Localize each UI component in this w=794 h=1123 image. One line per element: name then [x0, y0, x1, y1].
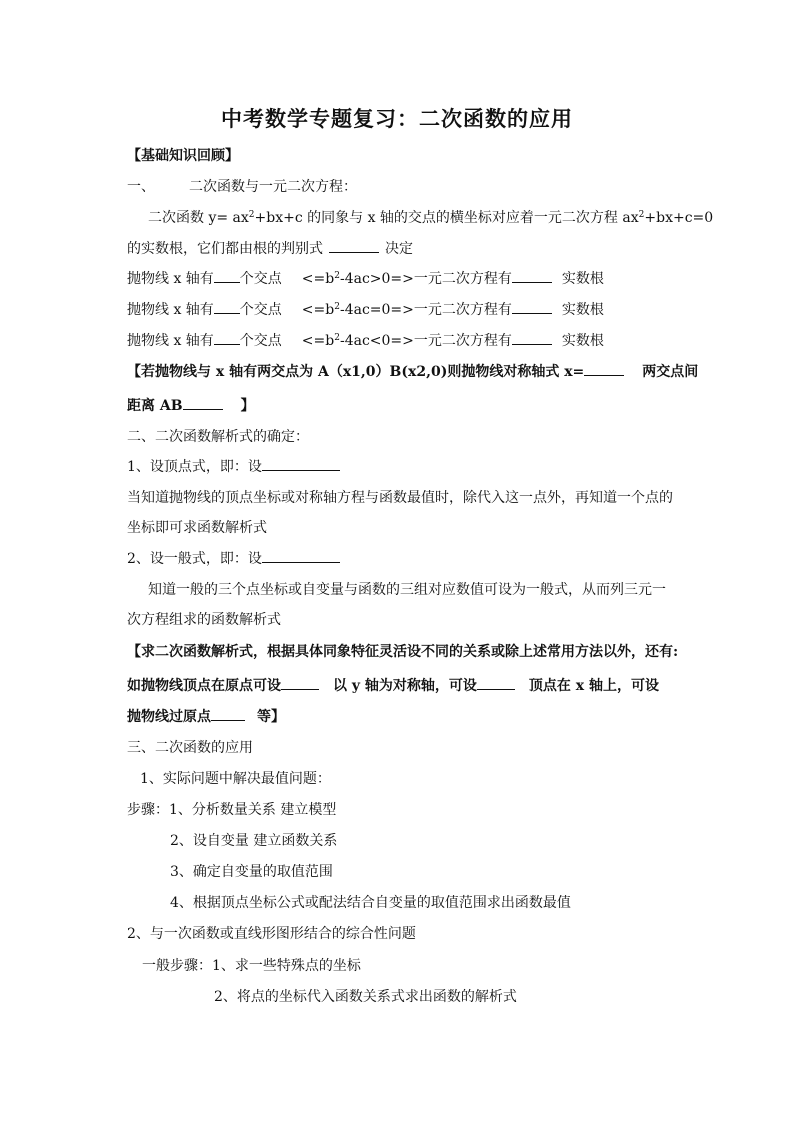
- section-2-item-1-desc-line-2: 坐标即可求函数解析式: [127, 520, 267, 536]
- case-line-1: [127, 269, 604, 289]
- blank-roots[interactable]: [512, 301, 552, 314]
- blank-roots[interactable]: [512, 270, 552, 283]
- case-text-a: 抛物线 x 轴有: [127, 271, 214, 287]
- section-1-note-line-2: [127, 396, 255, 416]
- case-text-d: -4ac<0=>一元二次方程有: [339, 333, 512, 349]
- formula-text-3: +bx+c=0: [644, 210, 714, 226]
- step-line-2: 2、设自变量 建立函数关系: [170, 833, 338, 849]
- note-through-origin: 抛物线过原点: [127, 709, 211, 725]
- general-form-text: 2、设一般式，即：设: [127, 551, 262, 567]
- case-text-a: 抛物线 x 轴有: [127, 333, 214, 349]
- superscript-2: 2: [334, 333, 340, 343]
- general-step-line-2: 2、将点的坐标代入函数关系式求出函数的解析式: [214, 989, 517, 1005]
- note-text-axis: 【若抛物线与 x 轴有两交点为 A（x1,0）B(x2,0)则抛物线对称轴式 x=: [127, 364, 585, 380]
- section-review-header: 【基础知识回顾】: [127, 148, 239, 164]
- blank-vertex-form[interactable]: [262, 458, 340, 471]
- case-text-b: 个交点: [239, 333, 282, 349]
- blank-intersections[interactable]: [214, 301, 240, 314]
- section-2-item-1-desc-line-1: 当知道抛物线的顶点坐标或对称轴方程与函数最值时，除代入这一点外，再知道一个点的: [127, 490, 673, 506]
- step-line-4: 4、根据顶点坐标公式或配法结合自变量的取值范围求出函数最值: [170, 895, 571, 911]
- step-line-3: 3、确定自变量的取值范围: [170, 864, 333, 880]
- section-2-item-2-desc-line-1: 知道一般的三个点坐标或自变量与函数的三组对应数值可设为一般式，从而列三元一: [148, 582, 666, 598]
- section-1-heading-text: 二次函数与一元二次方程：: [189, 179, 357, 195]
- note-vertex-origin: 如抛物线顶点在原点可设: [127, 678, 281, 694]
- note-close-bracket: 】: [240, 398, 255, 414]
- vertex-form-text: 1、设顶点式，即：设: [127, 459, 262, 475]
- note-text-distance: 两交点间: [642, 364, 699, 380]
- case-text-a: 抛物线 x 轴有: [127, 302, 214, 318]
- formula-text-2: +bx+c 的同象与 x 轴的交点的横坐标对应着一元二次方程 ax: [254, 210, 639, 226]
- case-text-c: <=b: [301, 271, 335, 287]
- case-text-b: 个交点: [239, 302, 282, 318]
- blank-intersections[interactable]: [214, 270, 240, 283]
- blank-intersections[interactable]: [214, 332, 240, 345]
- section-3-sub-1: 1、实际问题中解决最值问题：: [140, 771, 331, 787]
- case-text-e: 实数根: [561, 333, 604, 349]
- blank-discriminant[interactable]: [329, 240, 379, 253]
- note-text-ab: 距离 AB: [127, 398, 183, 414]
- superscript-2: 2: [334, 271, 340, 281]
- section-1-paragraph-line-1: [148, 208, 713, 228]
- blank-general-form[interactable]: [262, 550, 340, 563]
- section-1-note-line-1: [127, 362, 698, 382]
- case-text-c: <=b: [301, 333, 335, 349]
- blank-vertex-origin[interactable]: [281, 677, 319, 690]
- superscript-2: 2: [334, 302, 340, 312]
- blank-roots[interactable]: [512, 332, 552, 345]
- section-2-note-line-2: [127, 676, 659, 696]
- section-2-note-line-1: 【求二次函数解析式，根据具体同象特征灵活设不同的关系或除上述常用方法以外，还有:: [127, 644, 679, 660]
- blank-y-axis[interactable]: [477, 677, 515, 690]
- section-1-heading: [127, 177, 357, 197]
- case-line-2: [127, 300, 604, 320]
- page-title: 中考数学专题复习：二次函数的应用: [221, 106, 573, 131]
- superscript-2: 2: [638, 210, 645, 220]
- case-line-3: [127, 331, 604, 351]
- case-text-d: -4ac=0=>一元二次方程有: [339, 302, 512, 318]
- superscript-2: 2: [248, 210, 255, 220]
- section-2-heading: 二、二次函数解析式的确定：: [127, 429, 309, 445]
- section-1-paragraph-line-2: [127, 239, 413, 259]
- note-etc: 等】: [257, 709, 285, 725]
- section-3-sub-2: 2、与一次函数或直线形图形结合的综合性问题: [127, 926, 416, 942]
- formula-text-1: 二次函数 y= ax: [148, 210, 249, 226]
- discriminant-text: 的实数根，它们都由根的判别式: [127, 241, 323, 257]
- case-text-b: 个交点: [239, 271, 282, 287]
- case-text-e: 实数根: [561, 302, 604, 318]
- decide-text: 决定: [385, 241, 413, 257]
- case-text-e: 实数根: [561, 271, 604, 287]
- section-2-item-2-desc-line-2: 次方程组求的函数解析式: [127, 612, 281, 628]
- section-3-heading: 三、二次函数的应用: [127, 740, 253, 756]
- blank-ab[interactable]: [183, 397, 223, 410]
- section-2-item-1: [127, 457, 340, 477]
- section-2-item-2: [127, 549, 340, 569]
- section-2-note-line-3: [127, 707, 285, 727]
- blank-axis[interactable]: [584, 363, 624, 376]
- case-text-c: <=b: [301, 302, 335, 318]
- note-vertex-x-axis: 顶点在 x 轴上，可设: [528, 678, 659, 694]
- general-step-line-1: 一般步骤：1、求一些特殊点的坐标: [142, 958, 361, 974]
- step-line-1: 步骤：1、分析数量关系 建立模型: [127, 802, 337, 818]
- case-text-d: -4ac>0=>一元二次方程有: [339, 271, 512, 287]
- section-1-number: 一、: [127, 179, 155, 195]
- blank-through-origin[interactable]: [211, 708, 245, 721]
- note-y-axis: 以 y 轴为对称轴，可设: [333, 678, 477, 694]
